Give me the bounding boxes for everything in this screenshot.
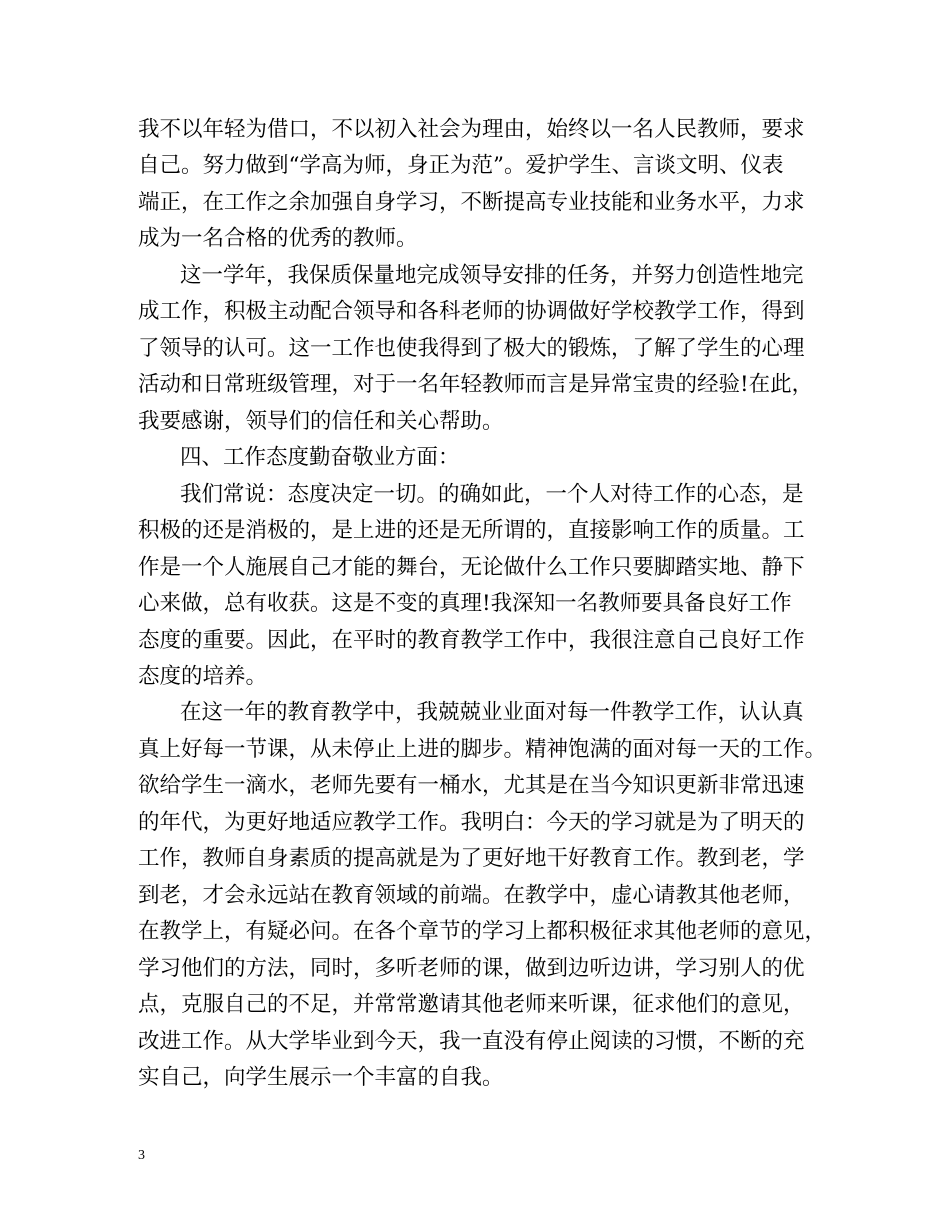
- body-text-line: 在这一年的教育教学中，我兢兢业业面对每一件教学工作，认认真: [180, 700, 804, 725]
- body-text-line: 我要感谢，领导们的信任和关心帮助。: [138, 409, 504, 434]
- body-text-line: 的年代，为更好地适应教学工作。我明白：今天的学习就是为了明天的: [138, 810, 805, 835]
- body-text-line: 实自己，向学生展示一个丰富的自我。: [138, 1065, 504, 1090]
- body-text-line: 了领导的认可。这一工作也使我得到了极大的锻炼，了解了学生的心理: [138, 336, 805, 361]
- page-number: 3: [138, 1148, 145, 1163]
- body-text-line: 成为一名合格的优秀的教师。: [138, 226, 418, 251]
- body-text-line: 我们常说：态度决定一切。的确如此，一个人对待工作的心态，是: [180, 482, 804, 507]
- body-text-line: 态度的重要。因此，在平时的教育教学工作中，我很注意自己良好工作: [138, 628, 805, 653]
- body-text-line: 学习他们的方法，同时，多听老师的课，做到边听边讲，学习别人的优: [138, 956, 805, 981]
- body-text-line: 这一学年，我保质保量地完成领导安排的任务，并努力创造性地完: [180, 263, 804, 288]
- body-text-line: 端正，在工作之余加强自身学习，不断提高专业技能和业务水平，力求: [138, 190, 805, 215]
- body-text-line: 欲给学生一滴水，老师先要有一桶水，尤其是在当今知识更新非常迅速: [138, 773, 805, 798]
- body-text-line: 作是一个人施展自己才能的舞台，无论做什么工作只要脚踏实地、静下: [138, 555, 805, 580]
- body-text-line: 工作，教师自身素质的提高就是为了更好地干好教育工作。教到老，学: [138, 846, 805, 871]
- body-text-line: 心来做，总有收获。这是不变的真理!我深知一名教师要具备良好工作: [138, 591, 792, 616]
- body-text-line: 我不以年轻为借口，不以初入社会为理由，始终以一名人民教师，要求: [138, 117, 805, 142]
- body-text-line: 真上好每一节课，从未停止上进的脚步。精神饱满的面对每一天的工作。: [138, 737, 827, 762]
- body-text-line: 态度的培养。: [138, 664, 268, 689]
- body-text-line: 改进工作。从大学毕业到今天，我一直没有停止阅读的习惯，不断的充: [138, 1029, 805, 1054]
- body-text-line: 活动和日常班级管理，对于一名年轻教师而言是异常宝贵的经验!在此，: [138, 372, 814, 397]
- body-text-line: 积极的还是消极的，是上进的还是无所谓的，直接影响工作的质量。工: [138, 518, 805, 543]
- section-heading: 四、工作态度勤奋敬业方面：: [180, 445, 460, 470]
- body-text-line: 自己。努力做到“学高为师，身正为范”。爱护学生、言谈文明、仪表: [138, 153, 784, 178]
- body-text-line: 点，克服自己的不足，并常常邀请其他老师来听课，征求他们的意见，: [138, 992, 805, 1017]
- body-text-line: 到老，才会永远站在教育领域的前端。在教学中，虚心请教其他老师，: [138, 883, 805, 908]
- body-text-line: 成工作，积极主动配合领导和各科老师的协调做好学校教学工作，得到: [138, 299, 805, 324]
- body-text-line: 在教学上，有疑必问。在各个章节的学习上都积极征求其他老师的意见，: [138, 919, 827, 944]
